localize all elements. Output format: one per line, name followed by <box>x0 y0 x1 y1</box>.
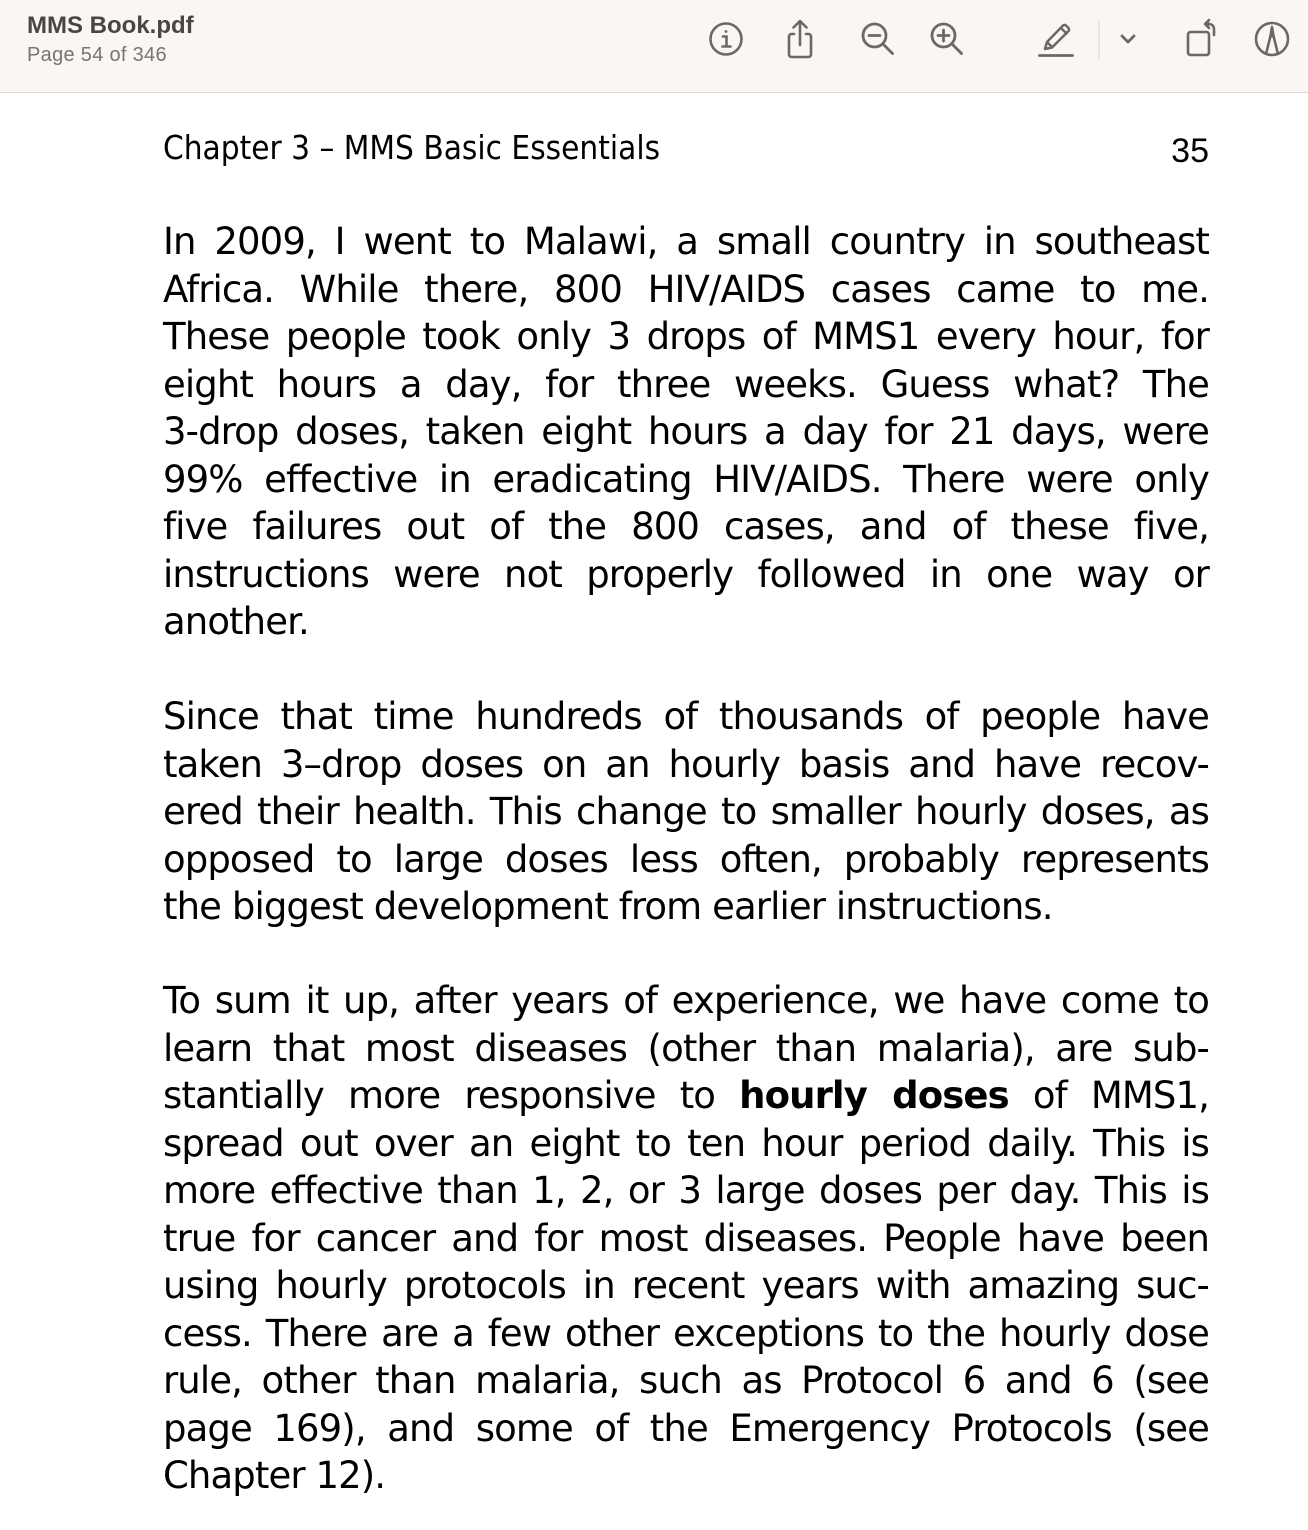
info-button[interactable] <box>704 17 748 61</box>
text-line: more effective than 1, 2, or 3 large doses per day. This is <box>163 1169 1209 1212</box>
text-line: These people took only 3 drops of MMS1 every hour, for <box>163 315 1209 358</box>
running-head: Chapter 3 – MMS Basic Essentials <box>163 128 661 167</box>
share-icon <box>782 18 818 60</box>
paragraph-3 <box>163 977 1209 1500</box>
toolbar-separator <box>1098 20 1100 60</box>
text-line: ered their health. This change to smaller hourly doses, as <box>163 790 1209 833</box>
text-line: 99% effective in eradicating HIV/AIDS. There were only <box>163 457 1209 501</box>
text-line: In 2009, I went to Malawi, a small country in southeast <box>163 220 1209 263</box>
markup-button[interactable] <box>1250 17 1294 61</box>
paragraph-1 <box>163 218 1209 646</box>
text-line: using hourly protocols in recent years with amazing suc- <box>163 1264 1209 1307</box>
text-line: To sum it up, after years of experience, we have come to <box>163 979 1209 1022</box>
text-line: rule, other than malaria, such as Protocol 6 and 6 (see <box>163 1359 1209 1402</box>
text-line: instructions were not properly followed in one way or <box>163 552 1209 596</box>
text-line: page 169), and some of the Emergency Protocols (see <box>163 1406 1209 1450</box>
text-line: eight hours a day, for three weeks. Guess what? The <box>163 362 1209 406</box>
zoom-in-button[interactable] <box>925 17 969 61</box>
text-line: true for cancer and for most diseases. People have been <box>163 1216 1209 1260</box>
highlight-options-button[interactable] <box>1106 17 1150 61</box>
share-button[interactable] <box>778 17 822 61</box>
page-indicator: Page 54 of 346 <box>27 44 167 66</box>
zoom-out-button[interactable] <box>856 17 900 61</box>
text-line: 3-drop doses, taken eight hours a day for 21 days, were <box>163 410 1209 453</box>
page-number: 35 <box>1171 132 1209 170</box>
document-title: MMS Book.pdf <box>27 12 194 39</box>
text-line: taken 3–drop doses on an hourly basis and have recov- <box>163 742 1209 786</box>
text-segment: stantially more responsive to <box>163 1074 740 1117</box>
highlight-button[interactable] <box>1034 17 1078 61</box>
text-line: Chapter 12). <box>163 1454 386 1497</box>
text-line: spread out over an eight to ten hour period daily. This is <box>163 1121 1209 1165</box>
text-line: Since that time hundreds of thousands of people have <box>163 695 1209 738</box>
text-line: learn that most diseases (other than malaria), are sub- <box>163 1026 1209 1070</box>
paragraph-2 <box>163 693 1209 931</box>
toolbar <box>0 0 1308 93</box>
text-line: the biggest development from earlier instructions. <box>163 885 1053 928</box>
text-line <box>163 1072 1209 1120</box>
text-line: cess. There are a few other exceptions to the hourly dose <box>163 1311 1209 1355</box>
chevron-down-icon <box>1119 33 1137 45</box>
text-line: opposed to large doses less often, probably represents <box>163 837 1209 881</box>
text-segment: of MMS1, <box>1008 1074 1209 1117</box>
rotate-left-icon <box>1180 18 1220 60</box>
text-line: Africa. While there, 800 HIV/AIDS cases came to me. <box>163 267 1209 311</box>
zoom-out-icon <box>859 20 897 58</box>
pencil-underline-icon <box>1036 19 1076 59</box>
text-line: five failures out of the 800 cases, and of these five, <box>163 505 1209 548</box>
text-line: another. <box>163 600 309 643</box>
markup-pen-circle-icon <box>1252 19 1292 59</box>
bold-emphasis: hourly doses <box>739 1074 1009 1117</box>
info-circle-icon <box>707 20 745 58</box>
rotate-button[interactable] <box>1178 17 1222 61</box>
zoom-in-icon <box>928 20 966 58</box>
